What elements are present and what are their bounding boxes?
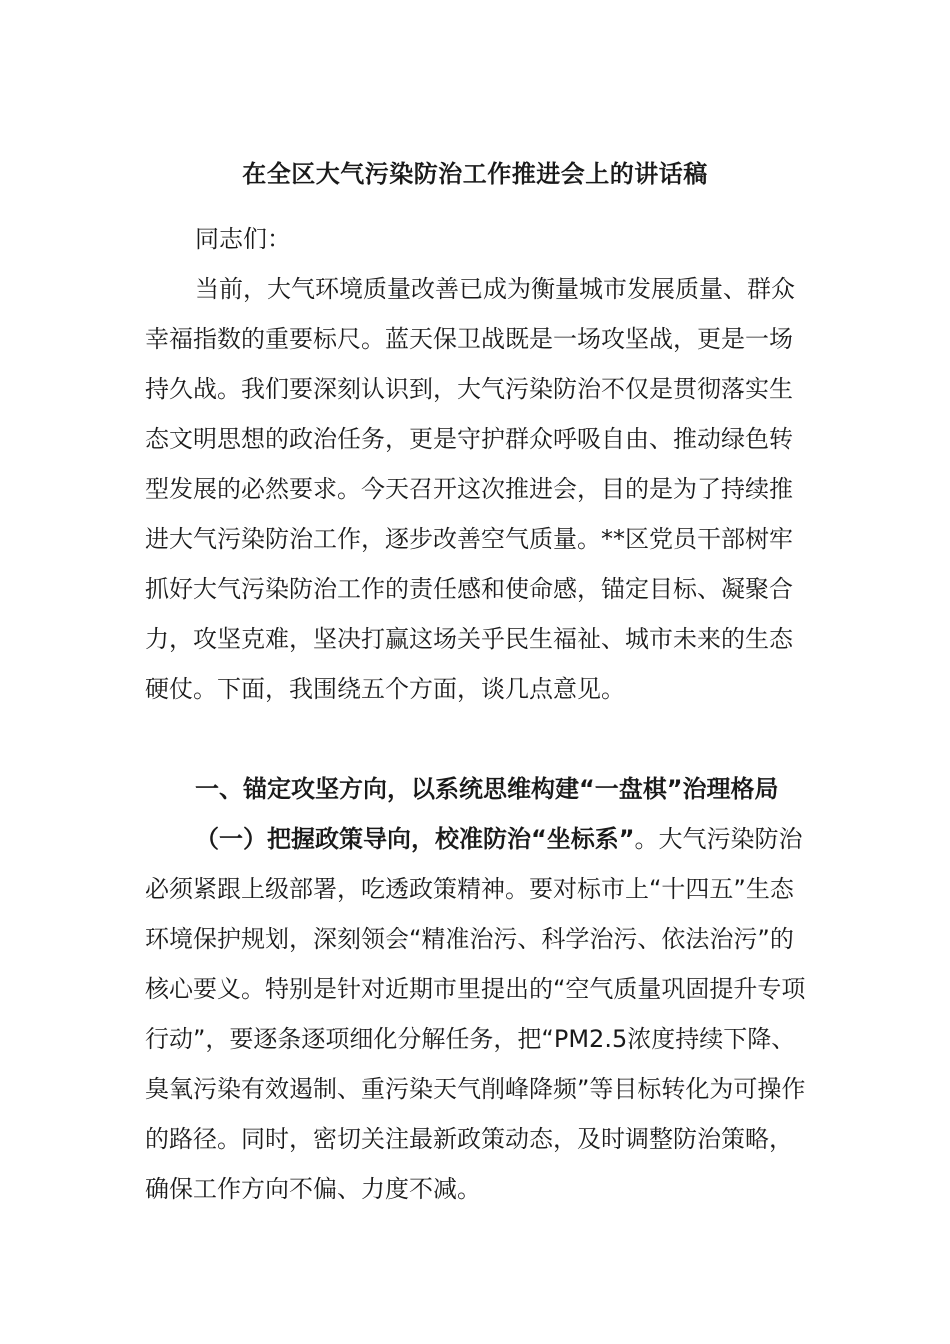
document-title: 在全区大气污染防治工作推进会上的讲话稿	[242, 160, 708, 188]
subsection-paragraph	[145, 814, 810, 1214]
subsection-heading: （一）把握政策导向，校准防治“坐标系”	[195, 825, 635, 853]
subsection-body: 。大气污染防治必须紧跟上级部署，吃透政策精神。要对标市上“十四五”生态环境保护规划，深刻领会“精准治污、科学治污、依法治污”的核心要义。特别是针对近期市里提出的“空气质量巩固提升专项行动”，要逐条逐项细化分解任务，把“PM2.5浓度持续下降、臭氧污染有效遏制、重污染天气削峰降频”等目标转化为可操作的路径。同时，密切关注最新政策动态，及时调整防治策略，确保工作方向不偏、力度不减。	[145, 825, 806, 1203]
section-heading: 一、锚定攻坚方向，以系统思维构建“一盘棋”治理格局	[195, 775, 779, 803]
intro-paragraph: 当前，大气环境质量改善已成为衡量城市发展质量、群众幸福指数的重要标尺。蓝天保卫战既是一场攻坚战，更是一场持久战。我们要深刻认识到，大气污染防治不仅是贯彻落实生态文明思想的政治任务，更是守护群众呼吸自由、推动绿色转型发展的必然要求。今天召开这次推进会，目的是为了持续推进大气污染防治工作，逐步改善空气质量。**区党员干部树牢抓好大气污染防治工作的责任感和使命感，锚定目标、凝聚合力，攻坚克难，坚决打赢这场关乎民生福祉、城市未来的生态硬仗。下面，我围绕五个方面，谈几点意见。	[145, 275, 795, 703]
salutation: 同志们：	[195, 225, 291, 253]
